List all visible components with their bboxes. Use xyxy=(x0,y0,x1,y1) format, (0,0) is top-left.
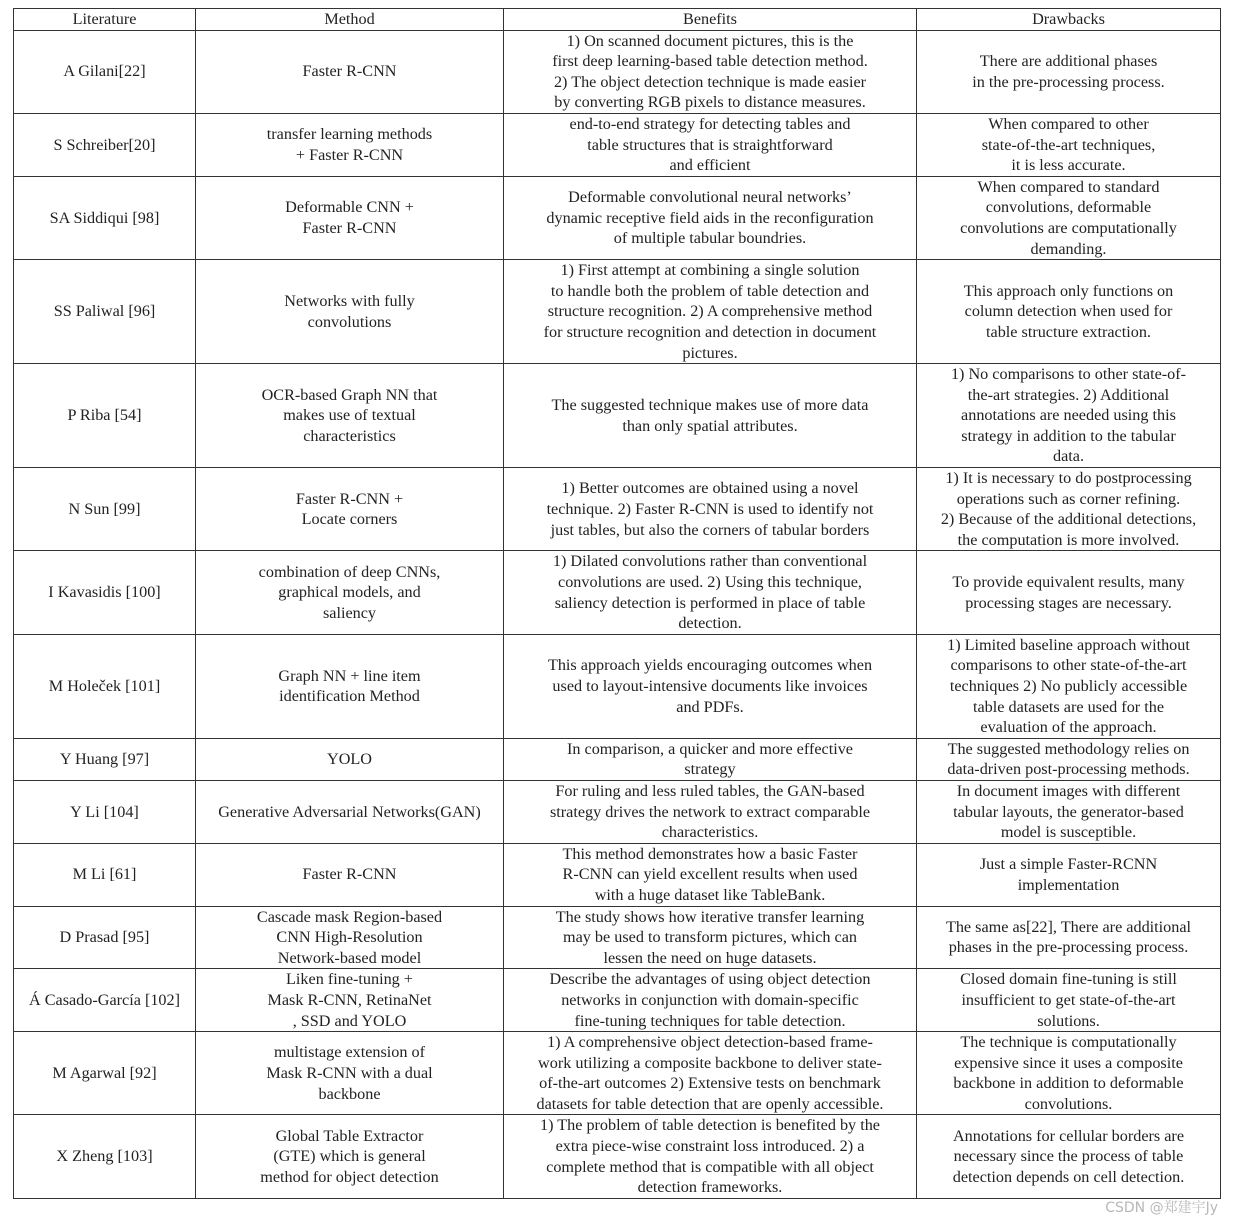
table-row xyxy=(14,30,1221,113)
header-method: Method xyxy=(196,9,504,31)
benefits-cell: Describe the advantages of using object detection networks in conjunction with domain-specific fine-tuning techniques for table detection. xyxy=(504,969,917,1032)
benefits-cell: This approach yields encouraging outcomes when used to layout-intensive documents like invoices and PDFs. xyxy=(504,634,917,738)
benefits-cell: 1) The problem of table detection is benefited by the extra piece-wise constraint loss introduced. 2) a complete method that is compatible with all object detection frameworks. xyxy=(504,1115,917,1198)
benefits-cell: 1) On scanned document pictures, this is the first deep learning-based table detection method. 2) The object detection technique is made easier by converting RGB pixels to distance measures. xyxy=(504,30,917,113)
method-cell: Graph NN + line item identification Method xyxy=(196,634,504,738)
literature-cell: M Li [61] xyxy=(14,843,196,906)
literature-cell: X Zheng [103] xyxy=(14,1115,196,1198)
drawbacks-cell: This approach only functions on column detection when used for table structure extraction. xyxy=(917,260,1221,364)
drawbacks-cell: The same as[22], There are additional phases in the pre-processing process. xyxy=(917,906,1221,969)
benefits-cell: The suggested technique makes use of more data than only spatial attributes. xyxy=(504,364,917,468)
header-drawbacks: Drawbacks xyxy=(917,9,1221,31)
method-cell: Generative Adversarial Networks(GAN) xyxy=(196,780,504,843)
literature-cell: Y Li [104] xyxy=(14,780,196,843)
benefits-cell: For ruling and less ruled tables, the GAN-based strategy drives the network to extract comparable characteristics. xyxy=(504,780,917,843)
table-row xyxy=(14,1115,1221,1198)
table-body xyxy=(14,30,1221,1198)
drawbacks-cell: There are additional phases in the pre-processing process. xyxy=(917,30,1221,113)
drawbacks-cell: 1) It is necessary to do postprocessing operations such as corner refining. 2) Because of the additional detections, the computation is more involved. xyxy=(917,468,1221,551)
method-cell: Faster R-CNN xyxy=(196,30,504,113)
literature-cell: SS Paliwal [96] xyxy=(14,260,196,364)
benefits-cell: This method demonstrates how a basic Faster R-CNN can yield excellent results when used with a huge dataset like TableBank. xyxy=(504,843,917,906)
table-row xyxy=(14,738,1221,780)
method-cell: Faster R-CNN + Locate corners xyxy=(196,468,504,551)
literature-cell: N Sun [99] xyxy=(14,468,196,551)
benefits-cell: 1) Dilated convolutions rather than conventional convolutions are used. 2) Using this technique, saliency detection is performed in place of table detection. xyxy=(504,551,917,634)
literature-cell: Y Huang [97] xyxy=(14,738,196,780)
method-cell: Liken fine-tuning + Mask R-CNN, RetinaNet , SSD and YOLO xyxy=(196,969,504,1032)
method-cell: Cascade mask Region-based CNN High-Resolution Network-based model xyxy=(196,906,504,969)
drawbacks-cell: When compared to other state-of-the-art techniques, it is less accurate. xyxy=(917,113,1221,176)
literature-cell: A Gilani[22] xyxy=(14,30,196,113)
benefits-cell: end-to-end strategy for detecting tables and table structures that is straightforward and efficient xyxy=(504,113,917,176)
table-row xyxy=(14,780,1221,843)
benefits-cell: 1) First attempt at combining a single solution to handle both the problem of table detection and structure recognition. 2) A comprehensive method for structure recognition and detection in document pictures. xyxy=(504,260,917,364)
drawbacks-cell: To provide equivalent results, many processing stages are necessary. xyxy=(917,551,1221,634)
drawbacks-cell: 1) Limited baseline approach without comparisons to other state-of-the-art techniques 2) No publicly accessible table datasets are used for the evaluation of the approach. xyxy=(917,634,1221,738)
literature-cell: SA Siddiqui [98] xyxy=(14,176,196,259)
page-content xyxy=(13,8,1222,1216)
drawbacks-cell: Closed domain fine-tuning is still insufficient to get state-of-the-art solutions. xyxy=(917,969,1221,1032)
benefits-cell: 1) Better outcomes are obtained using a novel technique. 2) Faster R-CNN is used to identify not just tables, but also the corners of tabular borders xyxy=(504,468,917,551)
header-row xyxy=(14,9,1221,31)
table-row xyxy=(14,260,1221,364)
table-row xyxy=(14,113,1221,176)
literature-cell: I Kavasidis [100] xyxy=(14,551,196,634)
benefits-cell: Deformable convolutional neural networks’ dynamic receptive field aids in the reconfiguration of multiple tabular boundries. xyxy=(504,176,917,259)
table-row xyxy=(14,843,1221,906)
watermark: CSDN @郑建宇Jy xyxy=(1105,1199,1218,1216)
drawbacks-cell: 1) No comparisons to other state-of- the-art strategies. 2) Additional annotations are needed using this strategy in addition to the tabular data. xyxy=(917,364,1221,468)
drawbacks-cell: Just a simple Faster-RCNN implementation xyxy=(917,843,1221,906)
table-row xyxy=(14,969,1221,1032)
benefits-cell: In comparison, a quicker and more effective strategy xyxy=(504,738,917,780)
method-cell: YOLO xyxy=(196,738,504,780)
method-cell: Faster R-CNN xyxy=(196,843,504,906)
header-literature: Literature xyxy=(14,9,196,31)
drawbacks-cell: Annotations for cellular borders are necessary since the process of table detection depends on cell detection. xyxy=(917,1115,1221,1198)
drawbacks-cell: The technique is computationally expensive since it uses a composite backbone in addition to deformable convolutions. xyxy=(917,1032,1221,1115)
method-cell: Global Table Extractor (GTE) which is general method for object detection xyxy=(196,1115,504,1198)
table-row xyxy=(14,634,1221,738)
literature-cell: S Schreiber[20] xyxy=(14,113,196,176)
table-row xyxy=(14,551,1221,634)
method-cell: multistage extension of Mask R-CNN with a dual backbone xyxy=(196,1032,504,1115)
literature-cell: P Riba [54] xyxy=(14,364,196,468)
method-cell: transfer learning methods + Faster R-CNN xyxy=(196,113,504,176)
method-cell: combination of deep CNNs, graphical models, and saliency xyxy=(196,551,504,634)
table-row xyxy=(14,176,1221,259)
benefits-cell: The study shows how iterative transfer learning may be used to transform pictures, which can lessen the need on huge datasets. xyxy=(504,906,917,969)
drawbacks-cell: In document images with different tabular layouts, the generator-based model is susceptible. xyxy=(917,780,1221,843)
table-row xyxy=(14,906,1221,969)
header-benefits: Benefits xyxy=(504,9,917,31)
benefits-cell: 1) A comprehensive object detection-based frame- work utilizing a composite backbone to deliver state- of-the-art outcomes 2) Extensive tests on benchmark datasets for table detection that are openly accessible. xyxy=(504,1032,917,1115)
table-row xyxy=(14,468,1221,551)
literature-comparison-table xyxy=(13,8,1221,1199)
drawbacks-cell: The suggested methodology relies on data-driven post-processing methods. xyxy=(917,738,1221,780)
literature-cell: M Holeček [101] xyxy=(14,634,196,738)
literature-cell: Á Casado-García [102] xyxy=(14,969,196,1032)
method-cell: Deformable CNN + Faster R-CNN xyxy=(196,176,504,259)
method-cell: Networks with fully convolutions xyxy=(196,260,504,364)
literature-cell: M Agarwal [92] xyxy=(14,1032,196,1115)
literature-cell: D Prasad [95] xyxy=(14,906,196,969)
drawbacks-cell: When compared to standard convolutions, deformable convolutions are computationally demanding. xyxy=(917,176,1221,259)
table-row xyxy=(14,1032,1221,1115)
method-cell: OCR-based Graph NN that makes use of textual characteristics xyxy=(196,364,504,468)
table-row xyxy=(14,364,1221,468)
